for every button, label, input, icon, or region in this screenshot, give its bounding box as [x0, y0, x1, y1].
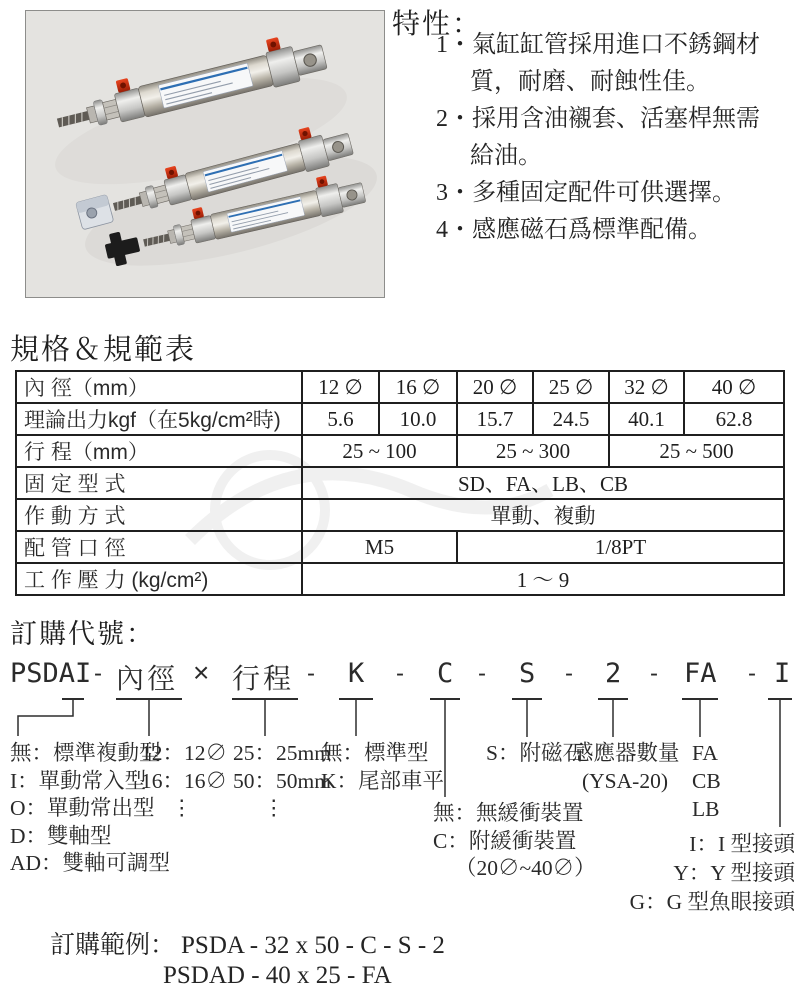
- option: ⋮: [263, 796, 285, 820]
- code-s: S: [519, 658, 536, 689]
- code-stroke: 行程: [232, 663, 295, 694]
- cell: SD、FA、LB、CB: [302, 467, 784, 499]
- feature-number: 2・: [436, 106, 472, 132]
- option: 50：50mm: [233, 768, 331, 793]
- spec-table: [15, 370, 785, 596]
- row-label: 理論出力kgf（在5kg/cm²時): [16, 403, 302, 435]
- spec-row-bore: [16, 371, 784, 403]
- option: D：雙軸型: [10, 823, 112, 848]
- option-list-mounting: [692, 739, 721, 823]
- option: ⋮: [171, 796, 193, 820]
- code-bore: 內徑: [116, 663, 179, 694]
- option: C：附緩衝裝置: [433, 828, 577, 853]
- row-label: 作 動 方 式: [16, 499, 302, 531]
- option: （20∅~40∅）: [455, 856, 596, 880]
- option: 25：25mm: [233, 741, 331, 765]
- option: 無：標準複動型: [10, 741, 161, 765]
- cell: 25 ~ 100: [302, 435, 457, 467]
- cell: 5.6: [302, 403, 379, 435]
- cell: 10.0: [379, 403, 457, 435]
- option: I：I 型接頭: [689, 832, 795, 856]
- product-photo: [25, 10, 385, 298]
- option: (YSA-20): [582, 768, 668, 793]
- cell: M5: [302, 531, 457, 563]
- cell: 20 ∅: [457, 371, 533, 403]
- spec-row-pressure: [16, 563, 784, 595]
- feature-number: 1・: [436, 32, 472, 58]
- spec-row-force: [16, 403, 784, 435]
- row-label: 配 管 口 徑: [16, 531, 302, 563]
- cell: 24.5: [533, 403, 609, 435]
- row-label: 工 作 壓 力 (kg/cm²): [16, 563, 302, 595]
- feature-number: 4・: [436, 217, 472, 243]
- option: G：G 型魚眼接頭: [629, 890, 795, 914]
- cell: 1 ～ 9: [302, 563, 784, 595]
- code-dash: -: [94, 660, 102, 687]
- cell: 62.8: [684, 403, 784, 435]
- feature-item: 4・感應磁石爲標準配備。: [436, 217, 712, 243]
- cell: 40.1: [609, 403, 684, 435]
- option-list-stroke: [233, 740, 331, 823]
- option: AD：雙軸可調型: [10, 851, 171, 875]
- code-dash: -: [478, 660, 486, 687]
- cell: 25 ~ 300: [457, 435, 609, 467]
- feature-item: 1・氣缸缸管採用進口不銹鋼材 質，耐磨、耐蝕性佳。: [436, 32, 760, 95]
- code-i: I: [774, 658, 791, 689]
- option: CB: [692, 769, 721, 793]
- code-dash: -: [650, 660, 658, 687]
- spec-table-title: 規格＆規範表: [10, 334, 197, 366]
- option: 12：12∅: [141, 741, 228, 765]
- cell: 12 ∅: [302, 371, 379, 403]
- cell: 32 ∅: [609, 371, 684, 403]
- cell: 16 ∅: [379, 371, 457, 403]
- order-code-title: 訂購代號：: [10, 619, 155, 649]
- option: 無：標準型: [321, 741, 429, 765]
- code-model: PSDAI: [10, 658, 92, 689]
- cell: 1/8PT: [457, 531, 784, 563]
- row-label: 內 徑（mm）: [16, 371, 302, 403]
- features-list: [436, 27, 796, 249]
- code-fa: FA: [684, 658, 717, 689]
- option: 無：無緩衝裝置: [433, 801, 584, 825]
- cell: 單動、複動: [302, 499, 784, 531]
- row-label: 行 程（mm）: [16, 435, 302, 467]
- option: K：尾部車平: [321, 768, 445, 793]
- order-example-1: 訂購範例： PSDA - 32 x 50 - C - S - 2: [50, 932, 445, 959]
- spec-row-stroke: [16, 435, 784, 467]
- spec-row-action: [16, 499, 784, 531]
- code-k: K: [348, 658, 365, 689]
- option: Y：Y 型接頭: [673, 861, 795, 885]
- option-list-joint: [558, 830, 795, 917]
- option: 16：16∅: [141, 768, 228, 793]
- code-c: C: [437, 658, 454, 689]
- option: 感應器數量: [572, 741, 680, 765]
- option: O：單動常出型: [10, 796, 155, 820]
- order-example-label: 訂購範例：: [50, 932, 176, 959]
- code-dash: -: [396, 660, 404, 687]
- feature-number: 3・: [436, 180, 472, 206]
- option-list-bore: [141, 740, 227, 823]
- code-times: ×: [193, 657, 210, 688]
- feature-item: 2・採用含油襯套、活塞桿無需 給油。: [436, 106, 760, 169]
- features-title: 特性：: [392, 8, 483, 39]
- option-list-magnet: [486, 740, 584, 768]
- cell: 15.7: [457, 403, 533, 435]
- code-dash: -: [307, 660, 315, 687]
- code-dash: -: [565, 660, 573, 687]
- code-dash: -: [748, 660, 756, 687]
- cell: 40 ∅: [684, 371, 784, 403]
- feature-item: 3・多種固定配件可供選擇。: [436, 180, 736, 206]
- row-label: 固 定 型 式: [16, 467, 302, 499]
- option: FA: [692, 741, 718, 765]
- option: LB: [692, 797, 720, 821]
- cylinders-illustration: [26, 11, 384, 297]
- order-example-2: PSDAD - 40 x 25 - FA: [163, 962, 392, 989]
- cell: 25 ∅: [533, 371, 609, 403]
- cell: 25 ~ 500: [609, 435, 784, 467]
- option: I：單動常入型: [10, 768, 147, 793]
- option: S：附磁石: [486, 741, 584, 765]
- option-list-sensor: [572, 740, 680, 795]
- spec-row-mount: [16, 467, 784, 499]
- code-two: 2: [605, 658, 622, 689]
- spec-row-port: [16, 531, 784, 563]
- option-list-rod-end: [321, 740, 444, 795]
